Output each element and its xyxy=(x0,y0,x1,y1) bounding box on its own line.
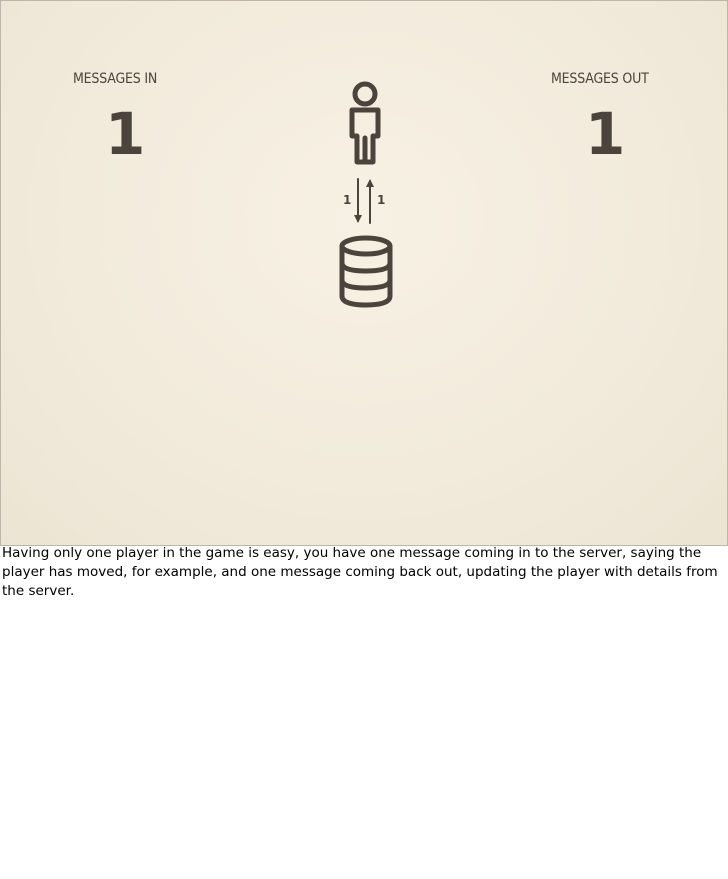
flow-in-count: 1 xyxy=(343,193,352,207)
messages-out-label: MESSAGES OUT xyxy=(551,71,649,87)
messages-in-label: MESSAGES IN xyxy=(73,71,158,87)
messages-out-count: 1 xyxy=(585,100,626,168)
flow-out-count: 1 xyxy=(377,193,386,207)
messages-in-count: 1 xyxy=(105,100,146,168)
person-icon xyxy=(340,80,390,166)
speaker-notes: Having only one player in the game is easy, you have one message coming in to the server, saying the player has moved, for example, and one message coming back out, updating the player with details from the server. xyxy=(2,545,718,599)
database-icon xyxy=(337,235,395,309)
